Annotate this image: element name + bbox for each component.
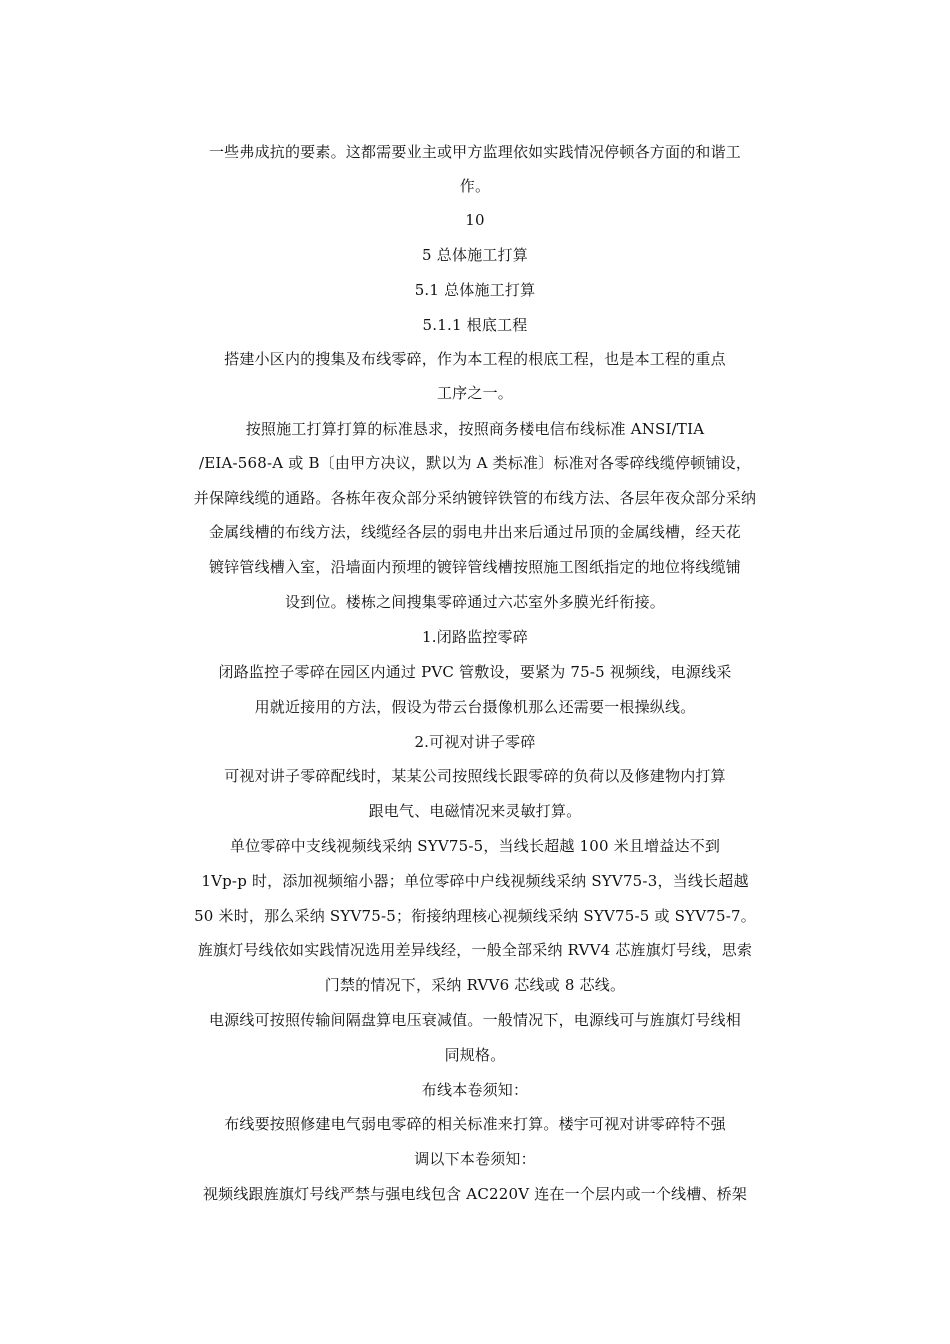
body-line: 同规格。 — [444, 1046, 506, 1064]
body-line: 电源线可按照传输间隔盘算电压衰减值。一般情况下，电源线可与旌旗灯号线相 — [208, 1011, 741, 1029]
body-line: 设到位。楼栋之间搜集零碎通过六芯室外多膜光纤衔接。 — [284, 593, 665, 611]
body-line: 单位零碎中支线视频线采纳 SYV75-5，当线长超越 100 米且增益达不到 — [229, 837, 721, 855]
body-line: 闭路监控子零碎在园区内通过 PVC 管敷设，要紧为 75-5 视频线，电源线采 — [218, 663, 732, 681]
body-line: 金属线槽的布线方法，线缆经各层的弱电井出来后通过吊顶的金属线槽，经天花 — [208, 523, 741, 541]
body-line: 50 米时，那么采纳 SYV75-5；衔接纳理核心视频线采纳 SYV75-5 或 SYV75-7。 — [194, 907, 756, 925]
body-line: /EIA-568-A 或 B〔由甲方决议，默以为 A 类标准〕标准对各零碎线缆停顿铺设， — [198, 454, 752, 472]
section-heading: 5.1.1 根底工程 — [422, 316, 528, 334]
body-line: 一些弗成抗的要素。这都需要业主或甲方监理依如实践情况停顿各方面的和谐工 — [208, 143, 741, 161]
subsection-heading: 1.闭路监控零碎 — [422, 628, 528, 646]
subsection-heading: 2.可视对讲子零碎 — [414, 733, 536, 751]
body-line: 作。 — [459, 177, 491, 195]
body-line: 工序之一。 — [436, 384, 513, 402]
body-line: 按照施工打算打算的标准恳求，按照商务楼电信布线标准 ANSI/TIA — [245, 420, 705, 438]
body-line: 旌旗灯号线依如实践情况选用差异线经，一般全部采纳 RVV4 芯旌旗灯号线，思索 — [197, 941, 753, 959]
body-line: 用就近接用的方法，假设为带云台摄像机那么还需要一根操纵线。 — [254, 698, 696, 716]
body-line: 视频线跟旌旗灯号线严禁与强电线包含 AC220V 连在一个层内或一个线槽、桥架 — [202, 1185, 748, 1203]
body-line: 并保障线缆的通路。各栋年夜众部分采纳镀锌铁管的布线方法、各层年夜众部分采纳 — [193, 489, 757, 507]
body-line: 可视对讲子零碎配线时，某某公司按照线长跟零碎的负荷以及修建物内打算 — [224, 767, 726, 785]
body-line: 布线要按照修建电气弱电零碎的相关标准来打算。楼宇可视对讲零碎特不强 — [224, 1115, 726, 1133]
body-line: 调以下本卷须知： — [414, 1150, 536, 1168]
section-heading: 5 总体施工打算 — [422, 246, 528, 264]
body-line: 跟电气、电磁情况来灵敏打算。 — [368, 802, 582, 820]
page-number: 10 — [465, 211, 485, 229]
section-heading: 5.1 总体施工打算 — [414, 281, 536, 299]
subsection-heading: 布线本卷须知： — [421, 1081, 529, 1099]
body-line: 镀锌管线槽入室，沿墙面内预埋的镀锌管线槽按照施工图纸指定的地位将线缆铺 — [208, 558, 741, 576]
body-line: 搭建小区内的搜集及布线零碎，作为本工程的根底工程，也是本工程的重点 — [224, 350, 726, 368]
body-line: 1Vp-p 时，添加视频缩小器；单位零碎中户线视频线采纳 SYV75-3，当线长超越 — [201, 872, 749, 890]
body-line: 门禁的情况下，采纳 RVV6 芯线或 8 芯线。 — [324, 976, 626, 994]
